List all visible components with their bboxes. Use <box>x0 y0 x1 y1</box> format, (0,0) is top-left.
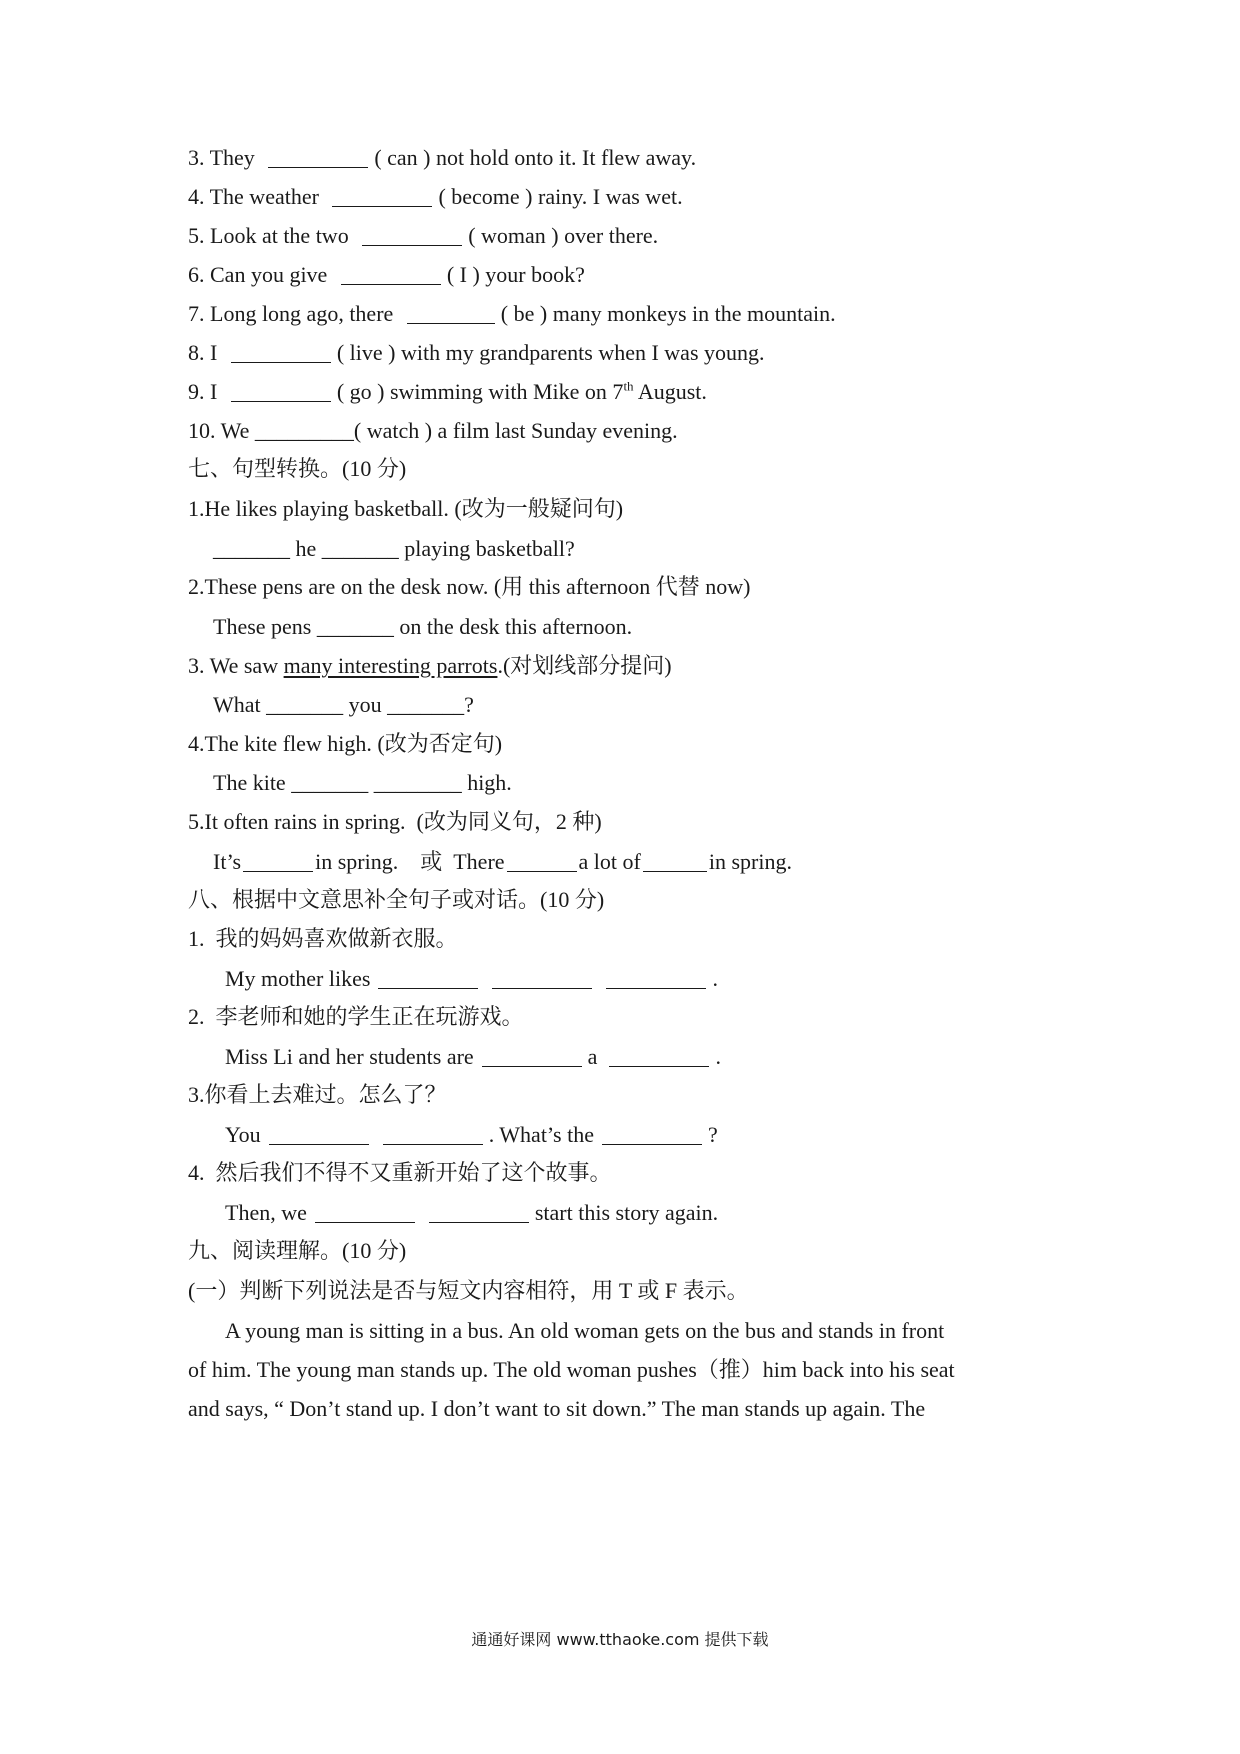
answer-blank[interactable] <box>606 966 706 989</box>
part7-question-2: 2.These pens are on the desk now. (用 this afternoon 代替 now) <box>188 574 751 599</box>
answer-blank[interactable] <box>482 1044 582 1067</box>
section-heading-part8: 八、根据中文意思补全句子或对话。(10 分) <box>188 887 605 912</box>
part6-item-10: 10. We _________( watch ) a film last Sunday evening. <box>188 418 678 443</box>
answer-blank[interactable] <box>507 849 577 872</box>
answer-blank[interactable] <box>268 145 368 168</box>
part7-answer-3[interactable]: What _______ you _______? <box>213 692 474 717</box>
part7-answer-2[interactable]: These pens _______ on the desk this afternoon. <box>213 614 633 639</box>
part6-item-8: 8. I ( live ) with my grandparents when I was young. <box>188 340 765 365</box>
underlined-phrase: many interesting parrots <box>283 653 498 678</box>
answer-blank[interactable] <box>362 223 462 246</box>
answer-blank[interactable] <box>407 301 495 324</box>
part8-answer-2: Miss Li and her students are a . <box>225 1044 721 1069</box>
reading-passage-line-2: of him. The young man stands up. The old woman pushes（推）him back into his seat <box>188 1357 955 1382</box>
answer-blank[interactable] <box>602 1122 702 1145</box>
part7-question-4: 4.The kite flew high. (改为否定句) <box>188 731 503 756</box>
part7-answer-5: It’s in spring. 或 There a lot of in spring. <box>213 849 792 874</box>
answer-blank[interactable] <box>383 1122 483 1145</box>
part7-answer-1[interactable]: _______ he _______ playing basketball? <box>213 536 575 561</box>
section-heading-part9: 九、阅读理解。(10 分) <box>188 1238 407 1263</box>
part7-answer-4[interactable]: The kite _______ ________ high. <box>213 770 512 795</box>
part8-question-4-cn: 4. 然后我们不得不又重新开始了这个故事。 <box>188 1160 612 1185</box>
part8-answer-4: Then, we start this story again. <box>225 1200 719 1225</box>
part6-item-4: 4. The weather ( become ) rainy. I was wet. <box>188 184 683 209</box>
answer-blank[interactable] <box>429 1200 529 1223</box>
part7-question-1: 1.He likes playing basketball. (改为一般疑问句) <box>188 496 624 521</box>
part6-item-9: 9. I ( go ) swimming with Mike on 7th August. <box>188 378 707 404</box>
answer-blank[interactable] <box>231 340 331 363</box>
part8-answer-1: My mother likes . <box>225 966 718 991</box>
part8-question-3-cn: 3.你看上去难过。怎么了？ <box>188 1082 447 1107</box>
reading-passage-line-1: A young man is sitting in a bus. An old woman gets on the bus and stands in front <box>225 1318 945 1343</box>
answer-blank[interactable] <box>269 1122 369 1145</box>
part6-item-5: 5. Look at the two ( woman ) over there. <box>188 223 659 248</box>
part8-question-2-cn: 2. 李老师和她的学生正在玩游戏。 <box>188 1004 524 1029</box>
answer-blank[interactable] <box>378 966 478 989</box>
part6-item-3: 3. They ( can ) not hold onto it. It flew away. <box>188 145 697 170</box>
part7-question-3: 3. We saw many interesting parrots.(对划线部分提问) <box>188 653 672 678</box>
answer-blank[interactable] <box>643 849 707 872</box>
reading-passage-line-3: and says, “ Don’t stand up. I don’t want to sit down.” The man stands up again. The <box>188 1396 926 1421</box>
part6-item-6: 6. Can you give ( I ) your book? <box>188 262 585 287</box>
page-footer: 通通好课网 www.tthaoke.com 提供下载 <box>471 1630 769 1649</box>
part8-answer-3: You . What’s the ? <box>225 1122 718 1147</box>
part9-instruction: (一）判断下列说法是否与短文内容相符，用 T 或 F 表示。 <box>188 1278 749 1303</box>
section-heading-part7: 七、句型转换。(10 分) <box>188 456 407 481</box>
answer-blank[interactable] <box>243 849 313 872</box>
answer-blank[interactable] <box>609 1044 709 1067</box>
answer-blank[interactable] <box>315 1200 415 1223</box>
answer-blank[interactable] <box>231 379 331 402</box>
answer-blank[interactable] <box>332 184 432 207</box>
part6-item-7: 7. Long long ago, there ( be ) many monkeys in the mountain. <box>188 301 836 326</box>
answer-blank[interactable] <box>341 262 441 285</box>
answer-blank[interactable] <box>492 966 592 989</box>
part7-question-5: 5.It often rains in spring. (改为同义句，2 种) <box>188 809 602 834</box>
part8-question-1-cn: 1. 我的妈妈喜欢做新衣服。 <box>188 926 458 951</box>
